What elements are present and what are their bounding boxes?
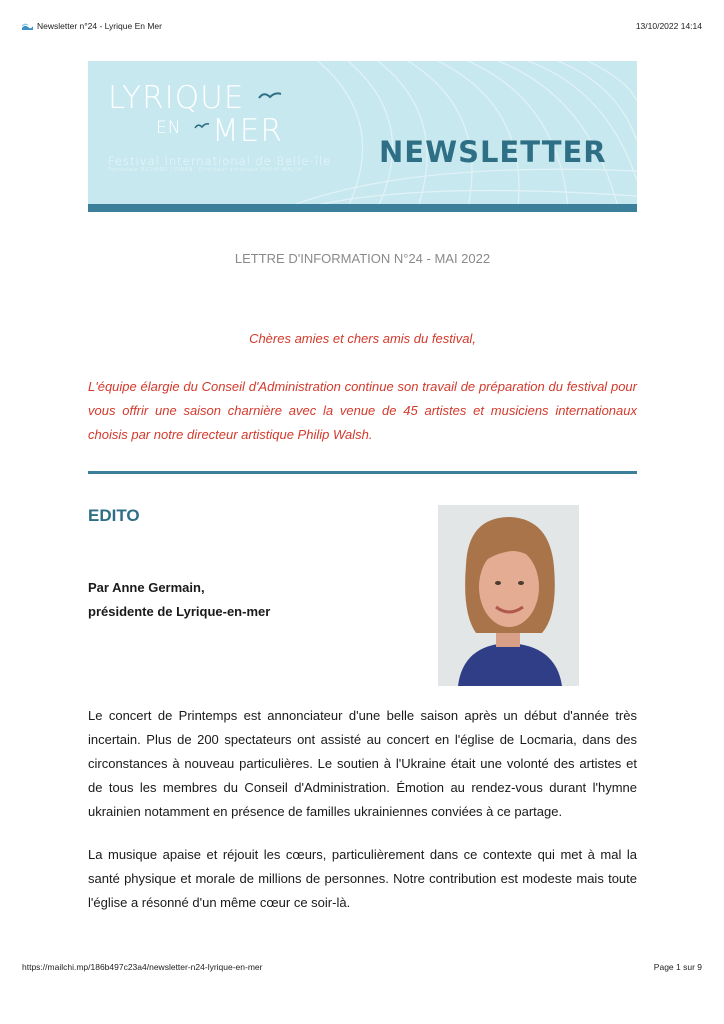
print-datetime: 13/10/2022 14:14: [635, 21, 702, 31]
author-photo: [438, 505, 579, 686]
edito-paragraph-1: Le concert de Printemps est annonciateur d'une belle saison après un début d'année très incertain. Plus de 200 spectateurs ont assisté au concert en l'église de Locmaria, dans des circonstances à nouveau particulières. Le soutien à l'Ukraine était une volonté des artistes et de tous les membres du Conseil d'Administration. Émotion au rendez-vous durant l'hymne ukrainien notamment en présence de familles ukrainiennes conviées à ce partage.: [88, 708, 637, 819]
logo-mer: MER: [212, 113, 283, 149]
author-role: présidente de Lyrique-en-mer: [88, 604, 271, 619]
print-footer: [22, 962, 702, 972]
issue-line: LETTRE D'INFORMATION N°24 - MAI 2022: [234, 251, 491, 266]
seagull-icon: [258, 89, 282, 103]
portrait-image: [438, 505, 579, 686]
edito-heading: EDITO: [88, 506, 140, 525]
favicon-icon: [22, 22, 33, 30]
intro-paragraph: L'équipe élargie du Conseil d'Administration continue son travail de préparation du festival pour vous offrir une saison charnière avec la venue de 45 artistes et musiciens internationaux choisis par notre directeur artistique Philip Walsh.: [88, 379, 637, 442]
logo-en: EN: [156, 118, 182, 138]
banner-bottom-bar: [88, 204, 637, 212]
newsletter-heading: NEWSLETTER: [379, 135, 607, 169]
author-block: [88, 576, 270, 624]
logo-festival-tagline: Festival International de Belle-île: [108, 154, 332, 168]
print-header-left: [22, 21, 162, 31]
edito-paragraph-2: La musique apaise et réjouit les cœurs, particulièrement dans ce contexte qui met à mal la santé physique et morale de millions de personnes. Notre contribution est modeste mais toute l'église a résonné d'un même cœur ce soir-là.: [88, 847, 637, 910]
greeting: Chères amies et chers amis du festival,: [249, 331, 476, 346]
page-number: Page 1 sur 9: [653, 962, 702, 972]
seagull-small-icon: [194, 121, 210, 131]
author-name: Par Anne Germain,: [88, 580, 205, 595]
print-page-title: Newsletter n°24 - Lyrique En Mer: [37, 21, 162, 31]
print-url: https://mailchi.mp/186b497c23a4/newsletter-n24-lyrique-en-mer: [22, 962, 263, 972]
logo-lyrique: LYRIQUE: [108, 80, 245, 116]
print-header: [22, 21, 702, 31]
newsletter-banner: [88, 61, 637, 207]
section-divider: [88, 471, 637, 474]
logo-credit: Fondateur RICHARD COWAN · Directeur artistique PHILIP WALSH: [108, 167, 303, 173]
